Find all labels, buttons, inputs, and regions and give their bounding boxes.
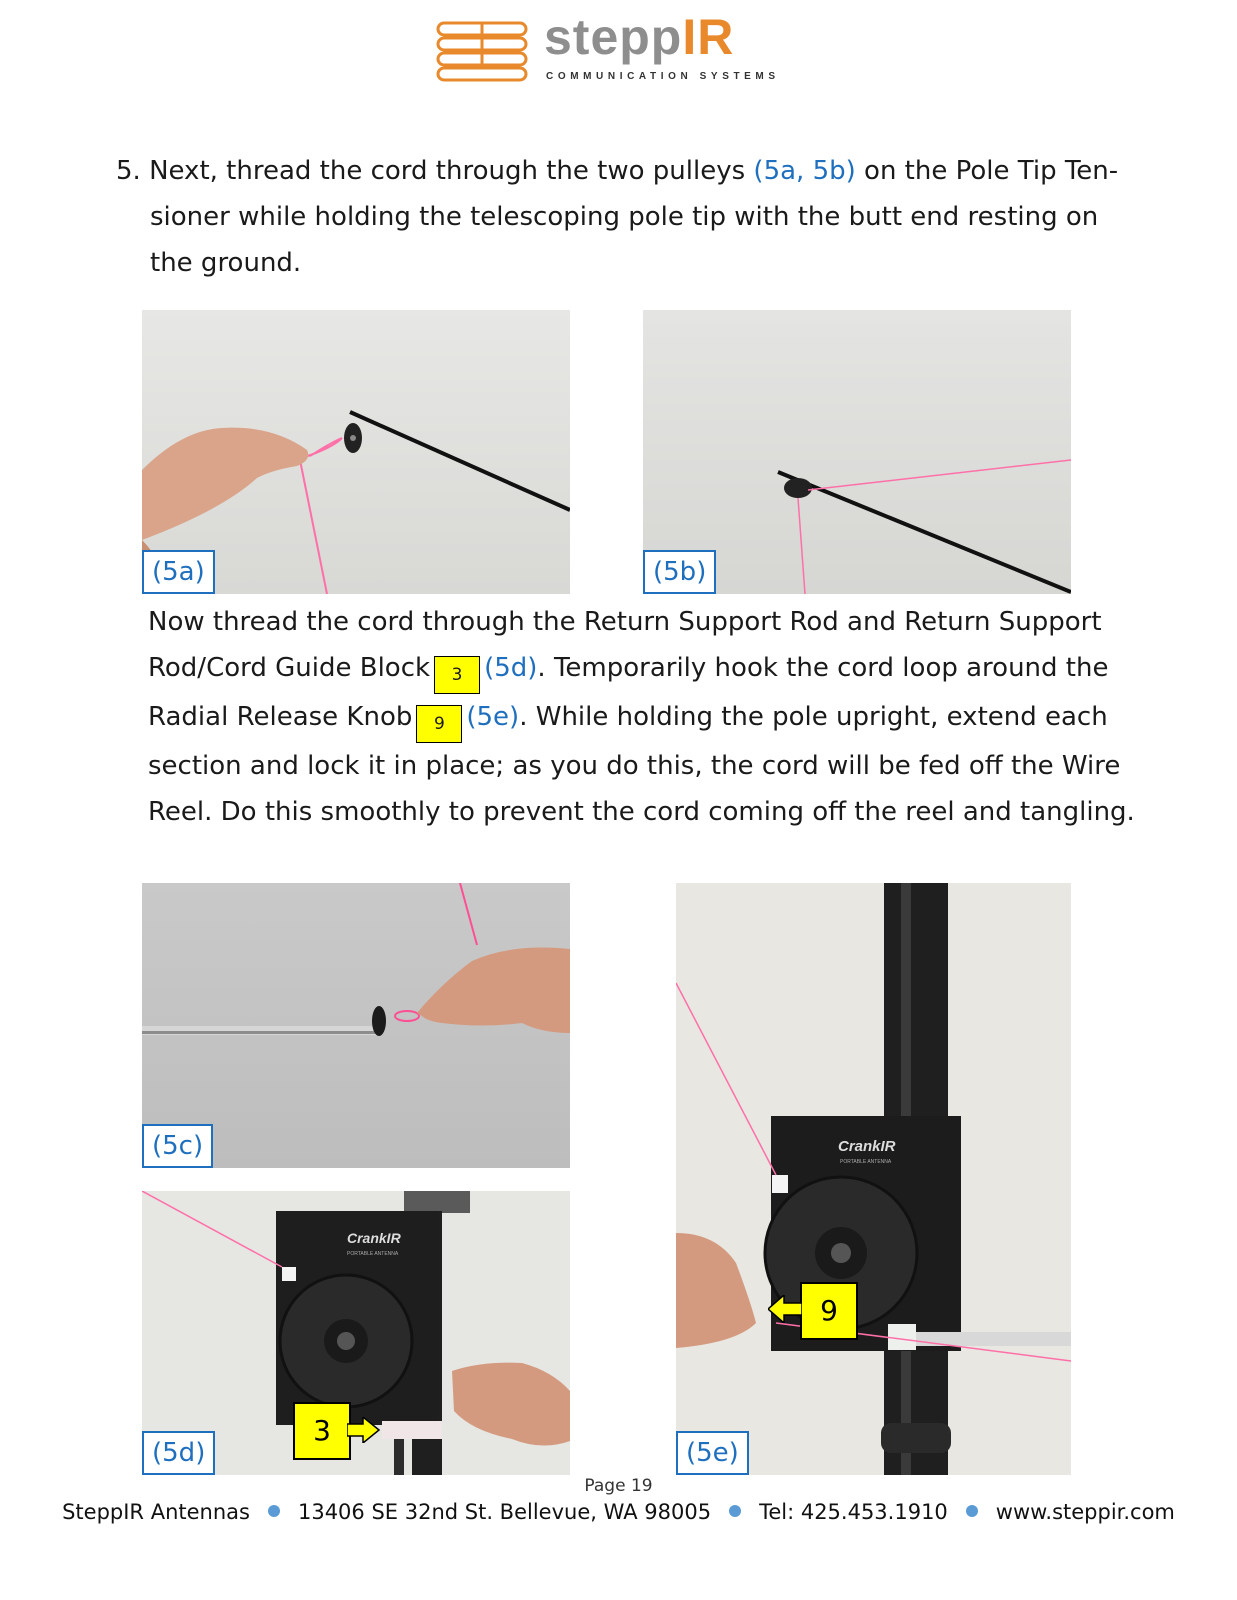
- logo-tagline: COMMUNICATION SYSTEMS: [546, 71, 780, 82]
- photo-5a: [142, 310, 570, 594]
- device-brand-text: CrankIR: [347, 1230, 401, 1246]
- photo-5c: [142, 883, 570, 1168]
- bullet-dot-icon: [268, 1505, 280, 1517]
- part-3-box: 3: [434, 656, 480, 694]
- photo-5d: [142, 1191, 570, 1475]
- footer-website[interactable]: www.steppir.com: [995, 1500, 1175, 1524]
- device-sub-text: PORTABLE ANTENNA: [347, 1251, 399, 1257]
- label-5a: (5a): [142, 550, 215, 594]
- label-5d: (5d): [142, 1431, 215, 1475]
- para2-hook: . Temporarily hook the cord loop around the: [537, 653, 1109, 683]
- photo-5e: [676, 883, 1071, 1475]
- footer-address: 13406 SE 32nd St. Bellevue, WA 98005: [297, 1500, 712, 1524]
- label-5b: (5b): [643, 550, 716, 594]
- label-5e: (5e): [676, 1431, 749, 1475]
- bullet-dot-icon: [729, 1505, 741, 1517]
- arrow-right-icon: [347, 1417, 381, 1443]
- logo-mark-icon: [436, 21, 528, 83]
- logo-wordmark: steppIR: [544, 9, 735, 65]
- bullet-dot-icon: [966, 1505, 978, 1517]
- step-5-text: [116, 148, 1136, 286]
- callout-9: 9: [800, 1282, 858, 1340]
- footer-company: SteppIR Antennas: [62, 1500, 250, 1524]
- label-5c: (5c): [142, 1124, 213, 1168]
- footer-phone: Tel: 425.453.1910: [759, 1500, 948, 1524]
- para2-line1: Now thread the cord through the Return Support Rod and Return Support: [148, 607, 1102, 637]
- part-9-box: 9: [416, 705, 462, 743]
- step-5-line3: the ground.: [150, 248, 302, 278]
- footer: [0, 1500, 1237, 1524]
- step-5-lead: 5. Next, thread the cord through the two pulleys: [116, 156, 746, 186]
- para2-guide-block: Rod/Cord Guide Block: [148, 653, 431, 683]
- cord-instructions: [148, 599, 1138, 835]
- page-number: Page 19: [584, 1476, 653, 1496]
- step-5-line2: sioner while holding the telescoping pole tip with the butt end resting on: [150, 202, 1099, 232]
- para2-knob: Radial Release Knob: [148, 702, 413, 732]
- ref-5a-5b: (5a, 5b): [753, 156, 856, 186]
- ref-5d: (5d): [484, 653, 538, 683]
- device-brand-text-e: CrankIR: [838, 1138, 896, 1155]
- ref-5e: (5e): [466, 702, 520, 732]
- para2-extend: . While holding the pole upright, extend each section and lock it in place; as you do this, the cord will be fed off the Wire Reel. Do this smoothly to prevent the cord coming off the reel and tangling.: [148, 702, 1135, 827]
- steppir-logo: [436, 9, 786, 86]
- step-5-mid: on the Pole Tip Ten-: [864, 156, 1119, 186]
- photo-5b: [643, 310, 1071, 594]
- callout-3: 3: [293, 1402, 351, 1460]
- arrow-left-icon: [768, 1295, 802, 1323]
- device-sub-text-e: PORTABLE ANTENNA: [840, 1159, 892, 1165]
